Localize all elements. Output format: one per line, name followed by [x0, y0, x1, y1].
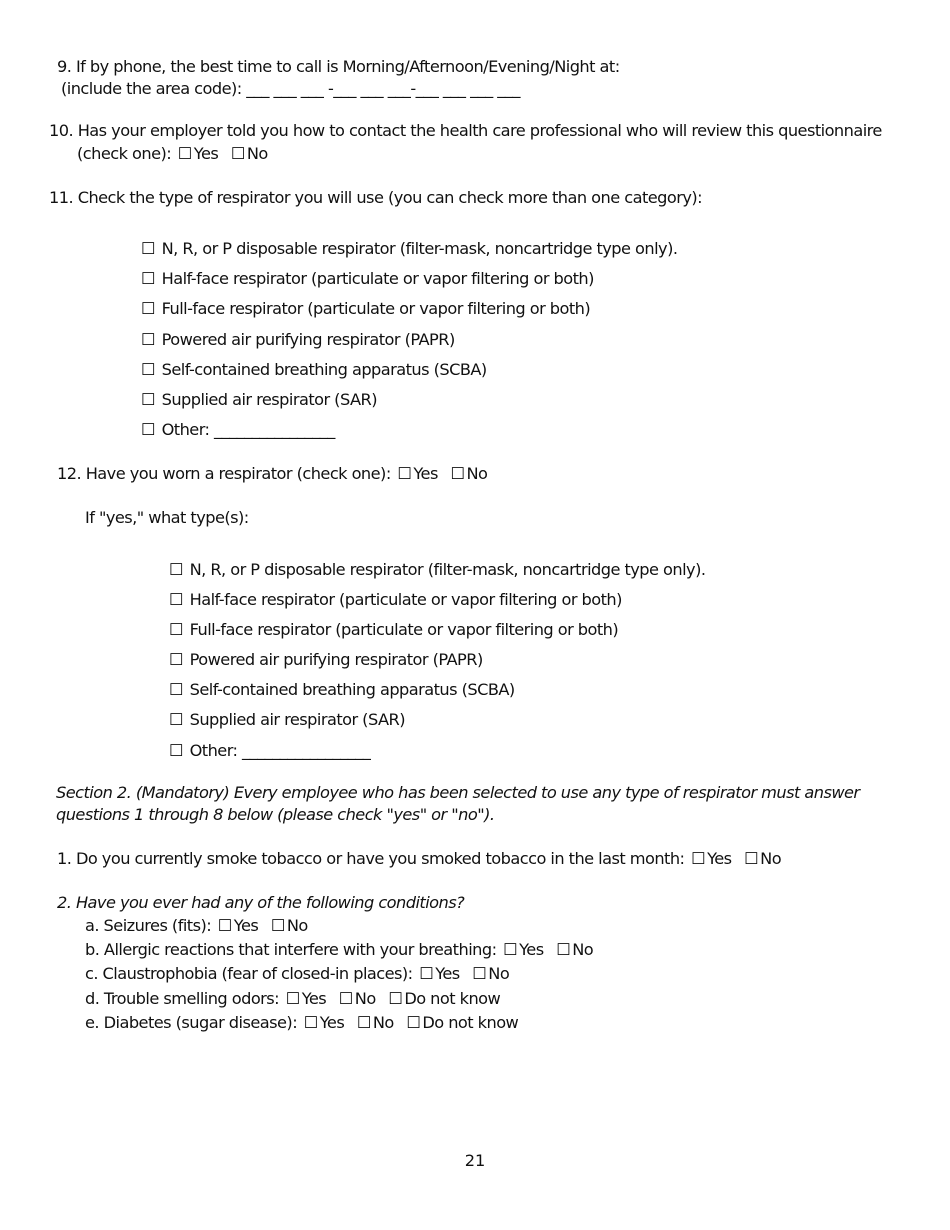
s2q2-item-a: a. Seizures (fits): ☐ Yes ☐ No	[85, 916, 308, 935]
s2q2-text: 2. Have you ever had any of the following conditions?	[57, 893, 465, 912]
checkbox-icon: ☐	[556, 940, 571, 959]
s2q2-item-d: d. Trouble smelling odors: ☐ Yes ☐ No ☐ Do not know	[85, 989, 501, 1008]
q12-yes-option[interactable]: ☐ Yes	[397, 464, 438, 483]
q11-option[interactable]: ☐ Self-contained breathing apparatus (SCBA)	[141, 360, 487, 379]
checkbox-icon: ☐	[169, 710, 183, 729]
q12-option[interactable]: ☐ Powered air purifying respirator (PAPR)	[169, 650, 483, 669]
checkbox-icon: ☐	[388, 989, 403, 1008]
q12-option[interactable]: ☐ Half-face respirator (particulate or vapor filtering or both)	[169, 590, 622, 609]
s2q1-line	[57, 848, 781, 870]
q11-text: 11. Check the type of respirator you will use (you can check more than one category):	[49, 188, 703, 207]
s2q2-item-e-yes[interactable]: ☐ Yes	[303, 1013, 345, 1032]
checkbox-icon: ☐	[169, 620, 183, 639]
checkbox-icon: ☐	[141, 330, 155, 349]
checkbox-icon: ☐	[169, 590, 183, 609]
checkbox-icon: ☐	[177, 144, 192, 163]
checkbox-icon: ☐	[406, 1013, 421, 1032]
checkbox-icon: ☐	[141, 360, 155, 379]
checkbox-icon: ☐	[450, 464, 465, 483]
checkbox-icon: ☐	[169, 650, 183, 669]
q10-yes-option[interactable]: ☐ Yes	[177, 144, 219, 163]
q11-option[interactable]: ☐ Supplied air respirator (SAR)	[141, 390, 377, 409]
q12-no-option[interactable]: ☐ No	[450, 464, 488, 483]
s2q2-item-a-yes[interactable]: ☐ Yes	[217, 916, 259, 935]
s2q2-item-c: c. Claustrophobia (fear of closed-in places): ☐ Yes ☐ No	[85, 964, 510, 983]
s2q2-item-b: b. Allergic reactions that interfere with your breathing: ☐ Yes ☐ No	[85, 940, 594, 959]
s2q2-item-a-no[interactable]: ☐ No	[270, 916, 308, 935]
section2-heading-line2: questions 1 through 8 below (please check "yes" or "no").	[56, 805, 495, 824]
checkbox-icon: ☐	[230, 144, 245, 163]
s2q2-item-b-yes[interactable]: ☐ Yes	[503, 940, 544, 959]
q11-option[interactable]: ☐ Half-face respirator (particulate or vapor filtering or both)	[141, 269, 594, 288]
s2q1-no-option[interactable]: ☐ No	[744, 849, 782, 868]
s2q2-item-e-dont-know[interactable]: ☐ Do not know	[406, 1013, 519, 1032]
s2q2-item-b-no[interactable]: ☐ No	[556, 940, 594, 959]
q11-option[interactable]: ☐ Powered air purifying respirator (PAPR)	[141, 330, 455, 349]
q12-option[interactable]: ☐ Self-contained breathing apparatus (SCBA)	[169, 680, 515, 699]
checkbox-icon: ☐	[338, 989, 353, 1008]
q12-text: 12. Have you worn a respirator (check one):	[57, 464, 391, 483]
s2q2-item-c-yes[interactable]: ☐ Yes	[419, 964, 460, 983]
checkbox-icon: ☐	[141, 239, 155, 258]
s2q2-item-e: e. Diabetes (sugar disease): ☐ Yes ☐ No ☐ Do not know	[85, 1013, 519, 1032]
q11-option[interactable]: ☐ N, R, or P disposable respirator (filter-mask, noncartridge type only).	[141, 239, 678, 258]
checkbox-icon: ☐	[141, 420, 155, 439]
s2q2-item-d-dont-know[interactable]: ☐ Do not know	[388, 989, 501, 1008]
checkbox-icon: ☐	[169, 680, 183, 699]
checkbox-icon: ☐	[691, 849, 706, 868]
checkbox-icon: ☐	[472, 964, 487, 983]
q10-line1: 10. Has your employer told you how to contact the health care professional who will review this questionnaire	[49, 121, 882, 140]
checkbox-icon: ☐	[397, 464, 412, 483]
checkbox-icon: ☐	[169, 560, 183, 579]
checkbox-icon: ☐	[270, 916, 285, 935]
page-number: 21	[464, 1151, 486, 1170]
checkbox-icon: ☐	[141, 299, 155, 318]
checkbox-icon: ☐	[141, 390, 155, 409]
checkbox-icon: ☐	[744, 849, 759, 868]
s2q1-text: 1. Do you currently smoke tobacco or have you smoked tobacco in the last month:	[57, 849, 685, 868]
checkbox-icon: ☐	[356, 1013, 371, 1032]
q9-line2: (include the area code): ___ ___ ___ -___ ___ ___-___ ___ ___ ___	[61, 79, 520, 98]
q10-no-option[interactable]: ☐ No	[230, 144, 268, 163]
s2q2-item-d-no[interactable]: ☐ No	[338, 989, 376, 1008]
q12-option[interactable]: ☐ Supplied air respirator (SAR)	[169, 710, 405, 729]
section2-heading-line1: Section 2. (Mandatory) Every employee who has been selected to use any type of respirator must answer	[56, 783, 860, 802]
s2q2-item-d-yes[interactable]: ☐ Yes	[285, 989, 327, 1008]
q12-option[interactable]: ☐ Full-face respirator (particulate or vapor filtering or both)	[169, 620, 619, 639]
checkbox-icon: ☐	[419, 964, 434, 983]
checkbox-icon: ☐	[141, 269, 155, 288]
checkbox-icon: ☐	[217, 916, 232, 935]
checkbox-icon: ☐	[169, 741, 183, 760]
s2q2-item-c-no[interactable]: ☐ No	[472, 964, 510, 983]
checkbox-icon: ☐	[503, 940, 518, 959]
q12-option[interactable]: ☐ N, R, or P disposable respirator (filter-mask, noncartridge type only).	[169, 560, 706, 579]
checkbox-icon: ☐	[285, 989, 300, 1008]
q9-line1: 9. If by phone, the best time to call is Morning/Afternoon/Evening/Night at:	[57, 57, 620, 76]
q11-option[interactable]: ☐ Full-face respirator (particulate or vapor filtering or both)	[141, 299, 591, 318]
q12-followup: If "yes," what type(s):	[85, 508, 249, 527]
s2q1-yes-option[interactable]: ☐ Yes	[691, 849, 732, 868]
checkbox-icon: ☐	[303, 1013, 318, 1032]
q11-option[interactable]: ☐ Other: ________________	[141, 420, 335, 439]
s2q2-item-e-no[interactable]: ☐ No	[356, 1013, 394, 1032]
q12-option[interactable]: ☐ Other: _________________	[169, 741, 371, 760]
q10-line2	[77, 143, 268, 165]
q10-prompt: (check one):	[77, 144, 172, 163]
q12-line	[57, 463, 487, 485]
